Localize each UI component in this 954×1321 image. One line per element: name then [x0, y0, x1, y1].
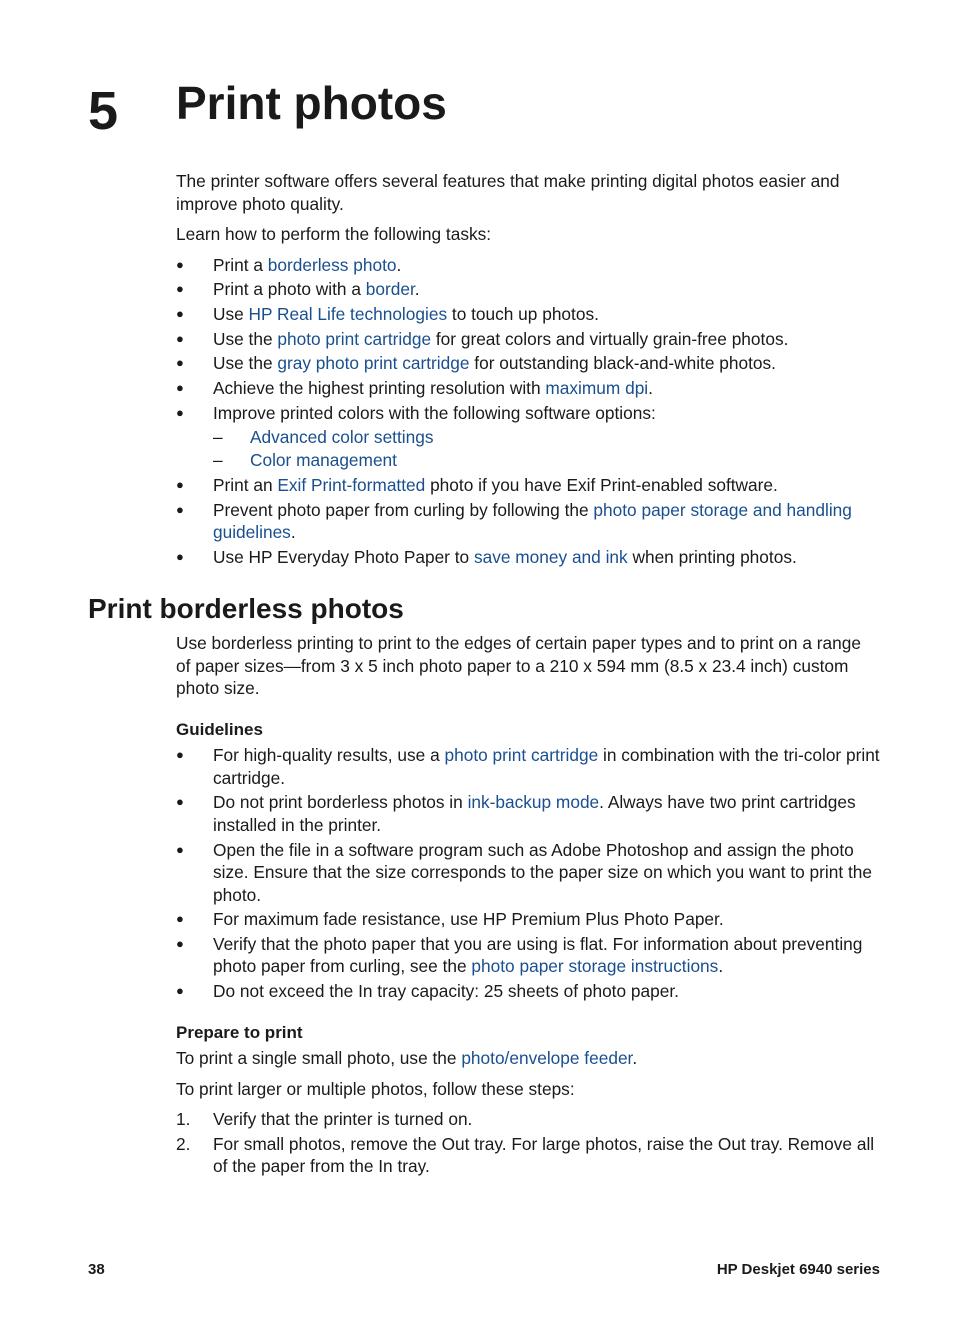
- product-name: HP Deskjet 6940 series: [716, 1261, 880, 1278]
- list-item: ● For high-quality results, use a photo print cartridge in combination with the tri-color print cartridge.: [176, 744, 880, 789]
- sub-list-item: [213, 449, 880, 472]
- exif-print-link[interactable]: Exif Print-formatted: [277, 474, 426, 495]
- sub-list-item: [213, 426, 880, 449]
- page-content: [88, 170, 880, 1180]
- real-life-technologies-link[interactable]: HP Real Life technologies: [248, 303, 448, 324]
- page-title: Print photos: [176, 77, 447, 129]
- section-intro: Use borderless printing to print to the edges of certain paper types and to print on a range of paper sizes—from 3 x 5 inch photo paper to a 210 x 594 mm (8.5 x 23.4 inch) custom photo size.: [176, 633, 861, 699]
- list-item: ● Use HP Real Life technologies to touch up photos.: [176, 303, 880, 326]
- step-item: 1. Verify that the printer is turned on.: [176, 1109, 473, 1130]
- software-options-list: [213, 426, 880, 472]
- save-money-and-ink-link[interactable]: save money and ink: [473, 546, 628, 567]
- maximum-dpi-link[interactable]: maximum dpi: [545, 377, 649, 398]
- list-item: ● Print a borderless photo.: [176, 254, 880, 277]
- guidelines-list: [176, 744, 880, 1002]
- paper-storage-instructions-link[interactable]: photo paper storage instructions: [471, 956, 719, 977]
- advanced-color-settings-link[interactable]: Advanced color settings: [250, 427, 434, 448]
- prepare-heading: Prepare to print: [176, 1022, 303, 1042]
- border-link[interactable]: border: [365, 279, 415, 300]
- photo-print-cartridge-link[interactable]: photo print cartridge: [444, 745, 599, 766]
- list-item: ● Use the gray photo print cartridge for outstanding black-and-white photos.: [176, 352, 880, 375]
- list-item: ● Do not print borderless photos in ink-backup mode. Always have two print cartridges installed in the printer.: [176, 791, 880, 836]
- photo-envelope-feeder-link[interactable]: photo/envelope feeder: [461, 1048, 633, 1069]
- list-item: ● Do not exceed the In tray capacity: 25 sheets of photo paper.: [176, 980, 880, 1003]
- list-item: ● Achieve the highest printing resolution with maximum dpi.: [176, 377, 880, 400]
- gray-photo-print-cartridge-link[interactable]: gray photo print cartridge: [277, 353, 470, 374]
- list-item: ● Use HP Everyday Photo Paper to save money and ink when printing photos.: [176, 546, 880, 569]
- list-item: ● Open the file in a software program such as Adobe Photoshop and assign the photo size. Ensure that the size corresponds to the paper size on which you want to print the photo.: [176, 839, 880, 907]
- intro-lead: Learn how to perform the following tasks:: [176, 224, 492, 244]
- section-title: Print borderless photos: [88, 593, 404, 625]
- borderless-photo-link[interactable]: borderless photo: [267, 254, 397, 275]
- ink-backup-mode-link[interactable]: ink-backup mode: [467, 792, 600, 813]
- list-item: ● Prevent photo paper from curling by following the photo paper storage and handling guidelines.: [176, 499, 880, 544]
- prepare-paragraph: To print a single small photo, use the photo/envelope feeder.: [176, 1048, 638, 1069]
- chapter-number: 5: [88, 81, 119, 141]
- list-item: ● For maximum fade resistance, use HP Premium Plus Photo Paper.: [176, 908, 880, 931]
- color-management-link[interactable]: Color management: [250, 450, 397, 471]
- photo-print-cartridge-link[interactable]: photo print cartridge: [277, 328, 432, 349]
- page-number: 38: [88, 1261, 105, 1278]
- task-list: [176, 254, 880, 569]
- prepare-lead: To print larger or multiple photos, follow these steps:: [176, 1078, 575, 1099]
- intro-paragraph: The printer software offers several features that make printing digital photos easier and improve photo quality.: [176, 171, 840, 214]
- list-item: ● Use the photo print cartridge for great colors and virtually grain-free photos.: [176, 328, 880, 351]
- list-item: ● Verify that the photo paper that you are using is flat. For information about preventing photo paper from curling, see the photo paper storage instructions.: [176, 933, 880, 978]
- list-item: ● Improve printed colors with the following software options: – Advanced color settings – Color management: [176, 402, 880, 472]
- step-item: 2. For small photos, remove the Out tray. For large photos, raise the Out tray. Remove all of the paper from the In tray.: [176, 1133, 875, 1177]
- list-item: ● Print a photo with a border.: [176, 278, 880, 301]
- guidelines-heading: Guidelines: [176, 719, 263, 739]
- list-item: ● Print an Exif Print-formatted photo if you have Exif Print-enabled software.: [176, 474, 880, 497]
- paper-storage-guidelines-link[interactable]: photo paper storage and handling guidelines: [213, 499, 852, 542]
- steps-list: [176, 1108, 880, 1178]
